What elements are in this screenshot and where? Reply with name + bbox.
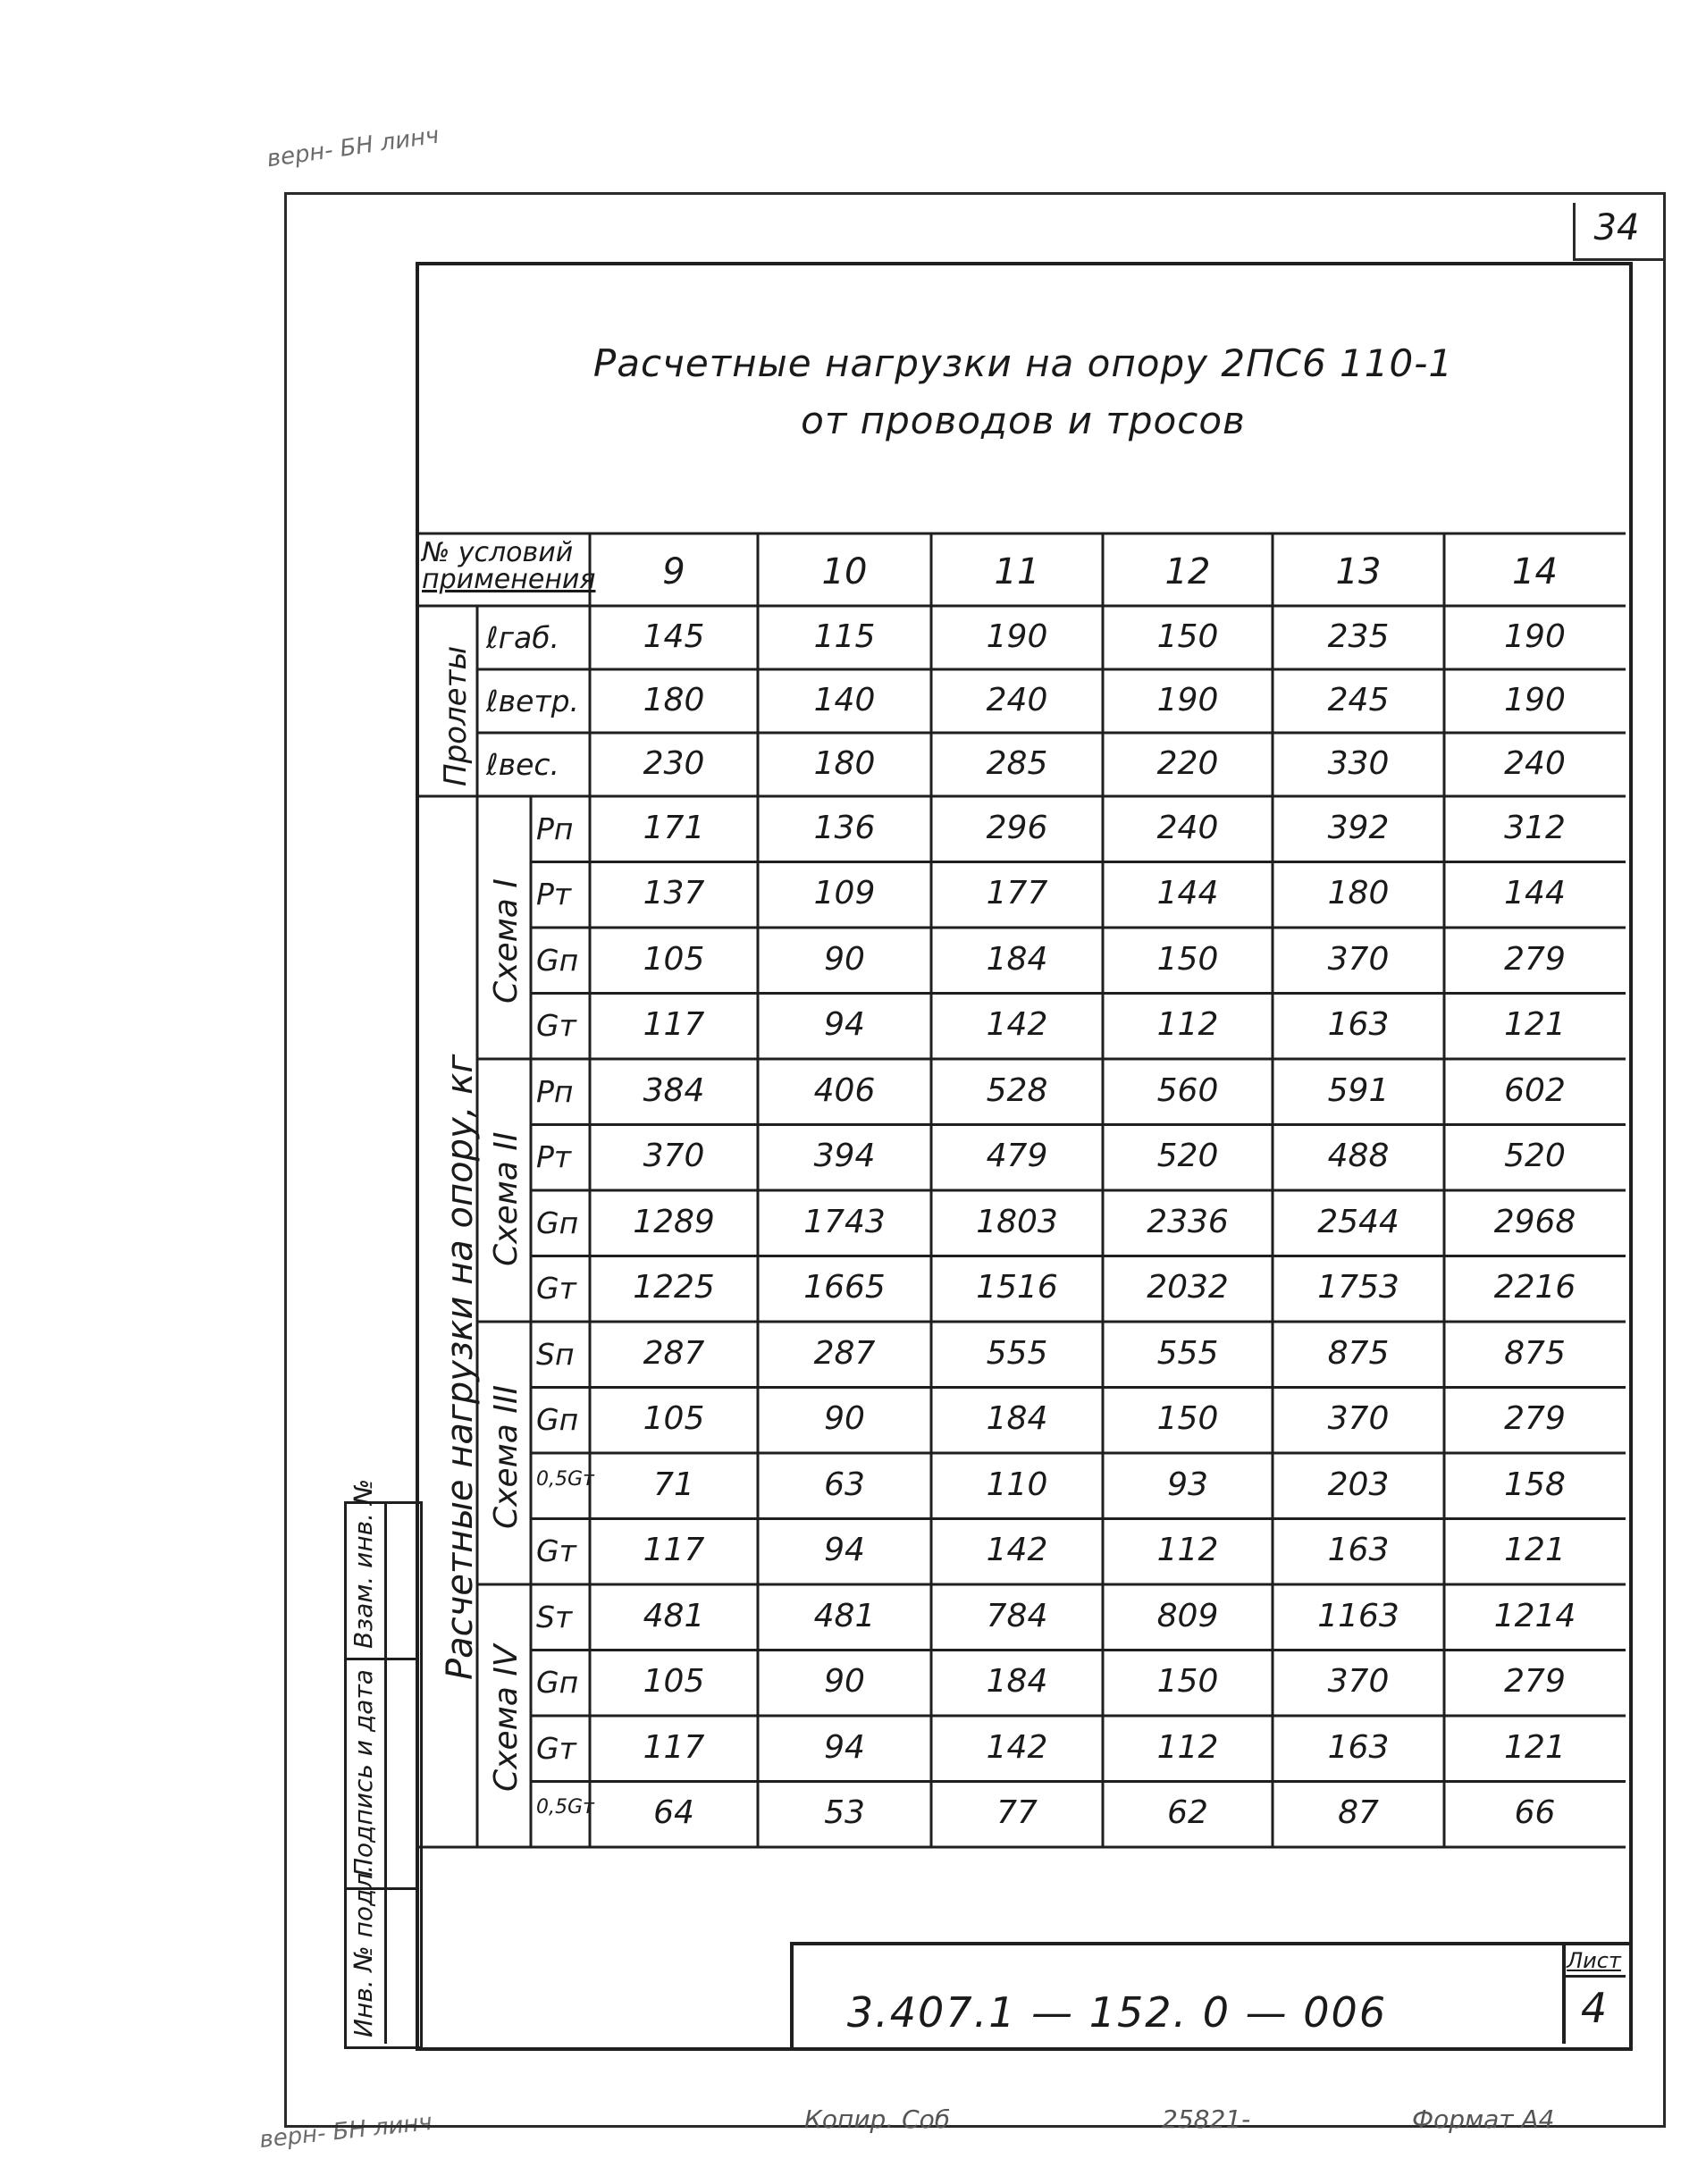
header-column-13: 13: [1335, 551, 1382, 592]
table-cell: 90: [824, 1663, 865, 1701]
table-cell: 105: [643, 1400, 705, 1438]
table-cell: 230: [643, 744, 705, 782]
table-cell: 90: [824, 940, 865, 978]
table-cell: 245: [1327, 681, 1390, 718]
table-cell: 117: [643, 1728, 705, 1766]
table-cell: 875: [1327, 1334, 1390, 1372]
table-cell: 190: [986, 617, 1048, 655]
table-cell: 77: [996, 1794, 1038, 1832]
table-cell: 481: [813, 1597, 876, 1634]
document-code: 3.407.1 — 152. 0 — 006: [846, 1988, 1388, 2037]
header-column-10: 10: [821, 551, 868, 592]
table-cell: 203: [1327, 1466, 1390, 1503]
table-cell: 163: [1327, 1728, 1390, 1766]
table-cell: 110: [986, 1466, 1048, 1503]
table-cell: 53: [824, 1794, 865, 1832]
table-cell: 240: [1504, 744, 1566, 782]
table-cell: 555: [1156, 1334, 1219, 1372]
row-label: Pт: [536, 877, 572, 912]
table-cell: 150: [1156, 940, 1219, 978]
footer-number: 25821-: [1162, 2104, 1251, 2134]
header-column-11: 11: [994, 551, 1040, 592]
scheme-label: Схема I: [488, 878, 525, 1004]
table-cell: 528: [986, 1071, 1048, 1109]
table-cell: 163: [1327, 1532, 1390, 1569]
table-cell: 560: [1156, 1071, 1219, 1109]
header-label: [422, 537, 596, 595]
table-cell: 94: [824, 1728, 865, 1766]
table-cell: 64: [653, 1794, 694, 1832]
table-cell: 1753: [1317, 1269, 1399, 1306]
table-cell: 2336: [1147, 1203, 1229, 1240]
table-cell: 370: [1327, 940, 1390, 978]
table-cell: 235: [1327, 617, 1390, 655]
table-cell: 87: [1338, 1794, 1379, 1832]
table-cell: 121: [1504, 1006, 1566, 1044]
table-cell: 94: [824, 1006, 865, 1044]
table-cell: 94: [824, 1532, 865, 1569]
table-cell: 184: [986, 940, 1048, 978]
table-cell: 137: [643, 875, 705, 912]
row-label: Gт: [536, 1730, 576, 1766]
row-label: Pт: [536, 1139, 572, 1175]
header-label-line1: № условий: [422, 537, 574, 568]
corner-mark-top: верн- БН линч: [265, 122, 441, 173]
table-cell: 180: [1327, 875, 1390, 912]
table-cell: 105: [643, 1663, 705, 1701]
table-cell: 1743: [803, 1203, 886, 1240]
table-cell: 142: [986, 1532, 1048, 1569]
row-label: Gп: [536, 1402, 579, 1438]
table-cell: 112: [1156, 1006, 1219, 1044]
table-cell: 142: [986, 1728, 1048, 1766]
table-cell: 150: [1156, 1663, 1219, 1701]
table-cell: 240: [986, 681, 1048, 718]
table-cell: 370: [1327, 1663, 1390, 1701]
table-cell: 279: [1504, 940, 1566, 978]
table-cell: 481: [643, 1597, 705, 1634]
table-cell: 109: [813, 875, 876, 912]
table-cell: 66: [1514, 1794, 1556, 1832]
table-cell: 121: [1504, 1728, 1566, 1766]
table-cell: 117: [643, 1006, 705, 1044]
sheet-value: 4: [1580, 1984, 1608, 2032]
table-cell: 140: [813, 681, 876, 718]
table-cell: 190: [1504, 681, 1566, 718]
corner-mark-bottom: верн- БН линч: [257, 2108, 434, 2155]
table-cell: 117: [643, 1532, 705, 1569]
table-cell: 90: [824, 1400, 865, 1438]
table-cell: 1214: [1493, 1597, 1576, 1634]
table-cell: 184: [986, 1663, 1048, 1701]
table-cell: 1516: [976, 1269, 1058, 1306]
table-cell: 180: [643, 681, 705, 718]
side-stamp-divider-1: [344, 1658, 417, 1660]
table-cell: 591: [1327, 1071, 1390, 1109]
table-cell: 296: [986, 809, 1048, 846]
table-cell: 392: [1327, 809, 1390, 846]
table-cell: 190: [1156, 681, 1219, 718]
spans-group-label: Пролеты: [438, 645, 474, 786]
row-label: Gт: [536, 1008, 576, 1044]
table-cell: 112: [1156, 1532, 1219, 1569]
table-cell: 384: [643, 1071, 705, 1109]
table-cell: 488: [1327, 1138, 1390, 1175]
table-cell: 163: [1327, 1006, 1390, 1044]
table-cell: 285: [986, 744, 1048, 782]
header-column-12: 12: [1164, 551, 1211, 592]
table-cell: 150: [1156, 617, 1219, 655]
table-cell: 279: [1504, 1663, 1566, 1701]
row-label: ℓветр.: [486, 683, 580, 718]
table-cell: 370: [643, 1138, 705, 1175]
sheet-cell-divider: [1562, 1975, 1626, 1978]
table-cell: 287: [813, 1334, 876, 1372]
scheme-label: Схема II: [488, 1131, 525, 1266]
table-cell: 1289: [633, 1203, 715, 1240]
table-cell: 370: [1327, 1400, 1390, 1438]
table-cell: 144: [1156, 875, 1219, 912]
table-cell: 330: [1327, 744, 1390, 782]
table-cell: 112: [1156, 1728, 1219, 1766]
side-label-replace: Взам. инв. №: [349, 1478, 378, 1649]
table-cell: 809: [1156, 1597, 1219, 1634]
table-cell: 62: [1167, 1794, 1208, 1832]
table-cell: 121: [1504, 1532, 1566, 1569]
table-cell: 1163: [1317, 1597, 1399, 1634]
table-cell: 520: [1504, 1138, 1566, 1175]
table-cell: 2968: [1493, 1203, 1576, 1240]
row-label: Gп: [536, 1665, 579, 1701]
table-cell: 1665: [803, 1269, 886, 1306]
row-label: Pп: [536, 1073, 574, 1109]
table-cell: 875: [1504, 1334, 1566, 1372]
table-cell: 2032: [1147, 1269, 1229, 1306]
loads-group-label: Расчетные нагрузки на опору, кг: [440, 1054, 481, 1680]
table-cell: 1225: [633, 1269, 715, 1306]
header-column-9: 9: [662, 551, 685, 592]
footer-copy: Копир. Соб: [804, 2104, 951, 2134]
table-cell: 394: [813, 1138, 876, 1175]
table-cell: 1803: [976, 1203, 1058, 1240]
footer-format: Формат А4: [1412, 2104, 1555, 2134]
header-label-line2: применения: [422, 564, 596, 595]
row-label: Gп: [536, 942, 579, 978]
row-label: Pп: [536, 811, 574, 846]
table-cell: 136: [813, 809, 876, 846]
page-subtitle: от проводов и тросов: [801, 399, 1246, 442]
table-cell: 312: [1504, 809, 1566, 846]
row-label: Sт: [536, 1599, 573, 1634]
table-cell: 105: [643, 940, 705, 978]
row-label: Gт: [536, 1271, 576, 1306]
table-cell: 406: [813, 1071, 876, 1109]
row-label: Gт: [536, 1533, 576, 1569]
table-cell: 180: [813, 744, 876, 782]
row-label: 0,5Gт: [536, 1796, 594, 1819]
row-label: 0,5Gт: [536, 1467, 594, 1491]
sheet-label: Лист: [1567, 1948, 1621, 1973]
table-cell: 220: [1156, 744, 1219, 782]
table-cell: 287: [643, 1334, 705, 1372]
header-column-14: 14: [1512, 551, 1558, 592]
row-label: Gп: [536, 1205, 579, 1240]
row-label: ℓвес.: [486, 746, 560, 782]
table-cell: 150: [1156, 1400, 1219, 1438]
table-cell: 784: [986, 1597, 1048, 1634]
table-cell: 190: [1504, 617, 1566, 655]
row-label: ℓгаб.: [486, 619, 560, 655]
table-cell: 240: [1156, 809, 1219, 846]
table-cell: 602: [1504, 1071, 1566, 1109]
scheme-label: Схема IV: [488, 1644, 525, 1792]
table-cell: 63: [824, 1466, 865, 1503]
table-cell: 279: [1504, 1400, 1566, 1438]
table-cell: 184: [986, 1400, 1048, 1438]
table-cell: 93: [1167, 1466, 1208, 1503]
side-label-inv: Инв. № подл.: [349, 1864, 378, 2037]
table-cell: 145: [643, 617, 705, 655]
table-cell: 2544: [1317, 1203, 1399, 1240]
table-cell: 142: [986, 1006, 1048, 1044]
table-cell: 2216: [1493, 1269, 1576, 1306]
side-stamp-divider-v: [384, 1501, 387, 2044]
table-cell: 171: [643, 809, 705, 846]
table-cell: 158: [1504, 1466, 1566, 1503]
scheme-label: Схема III: [488, 1384, 525, 1529]
table-cell: 144: [1504, 875, 1566, 912]
table-cell: 177: [986, 875, 1048, 912]
page-title: Расчетные нагрузки на опору 2ПС6 110-1: [592, 341, 1454, 385]
table-cell: 555: [986, 1334, 1048, 1372]
table-cell: 71: [653, 1466, 694, 1503]
table-cell: 115: [813, 617, 876, 655]
table-cell: 520: [1156, 1138, 1219, 1175]
side-label-sign: Подпись и дата: [349, 1669, 378, 1877]
sheet-number: 34: [1593, 207, 1640, 248]
row-label: Sп: [536, 1336, 575, 1372]
table-cell: 479: [986, 1138, 1048, 1175]
